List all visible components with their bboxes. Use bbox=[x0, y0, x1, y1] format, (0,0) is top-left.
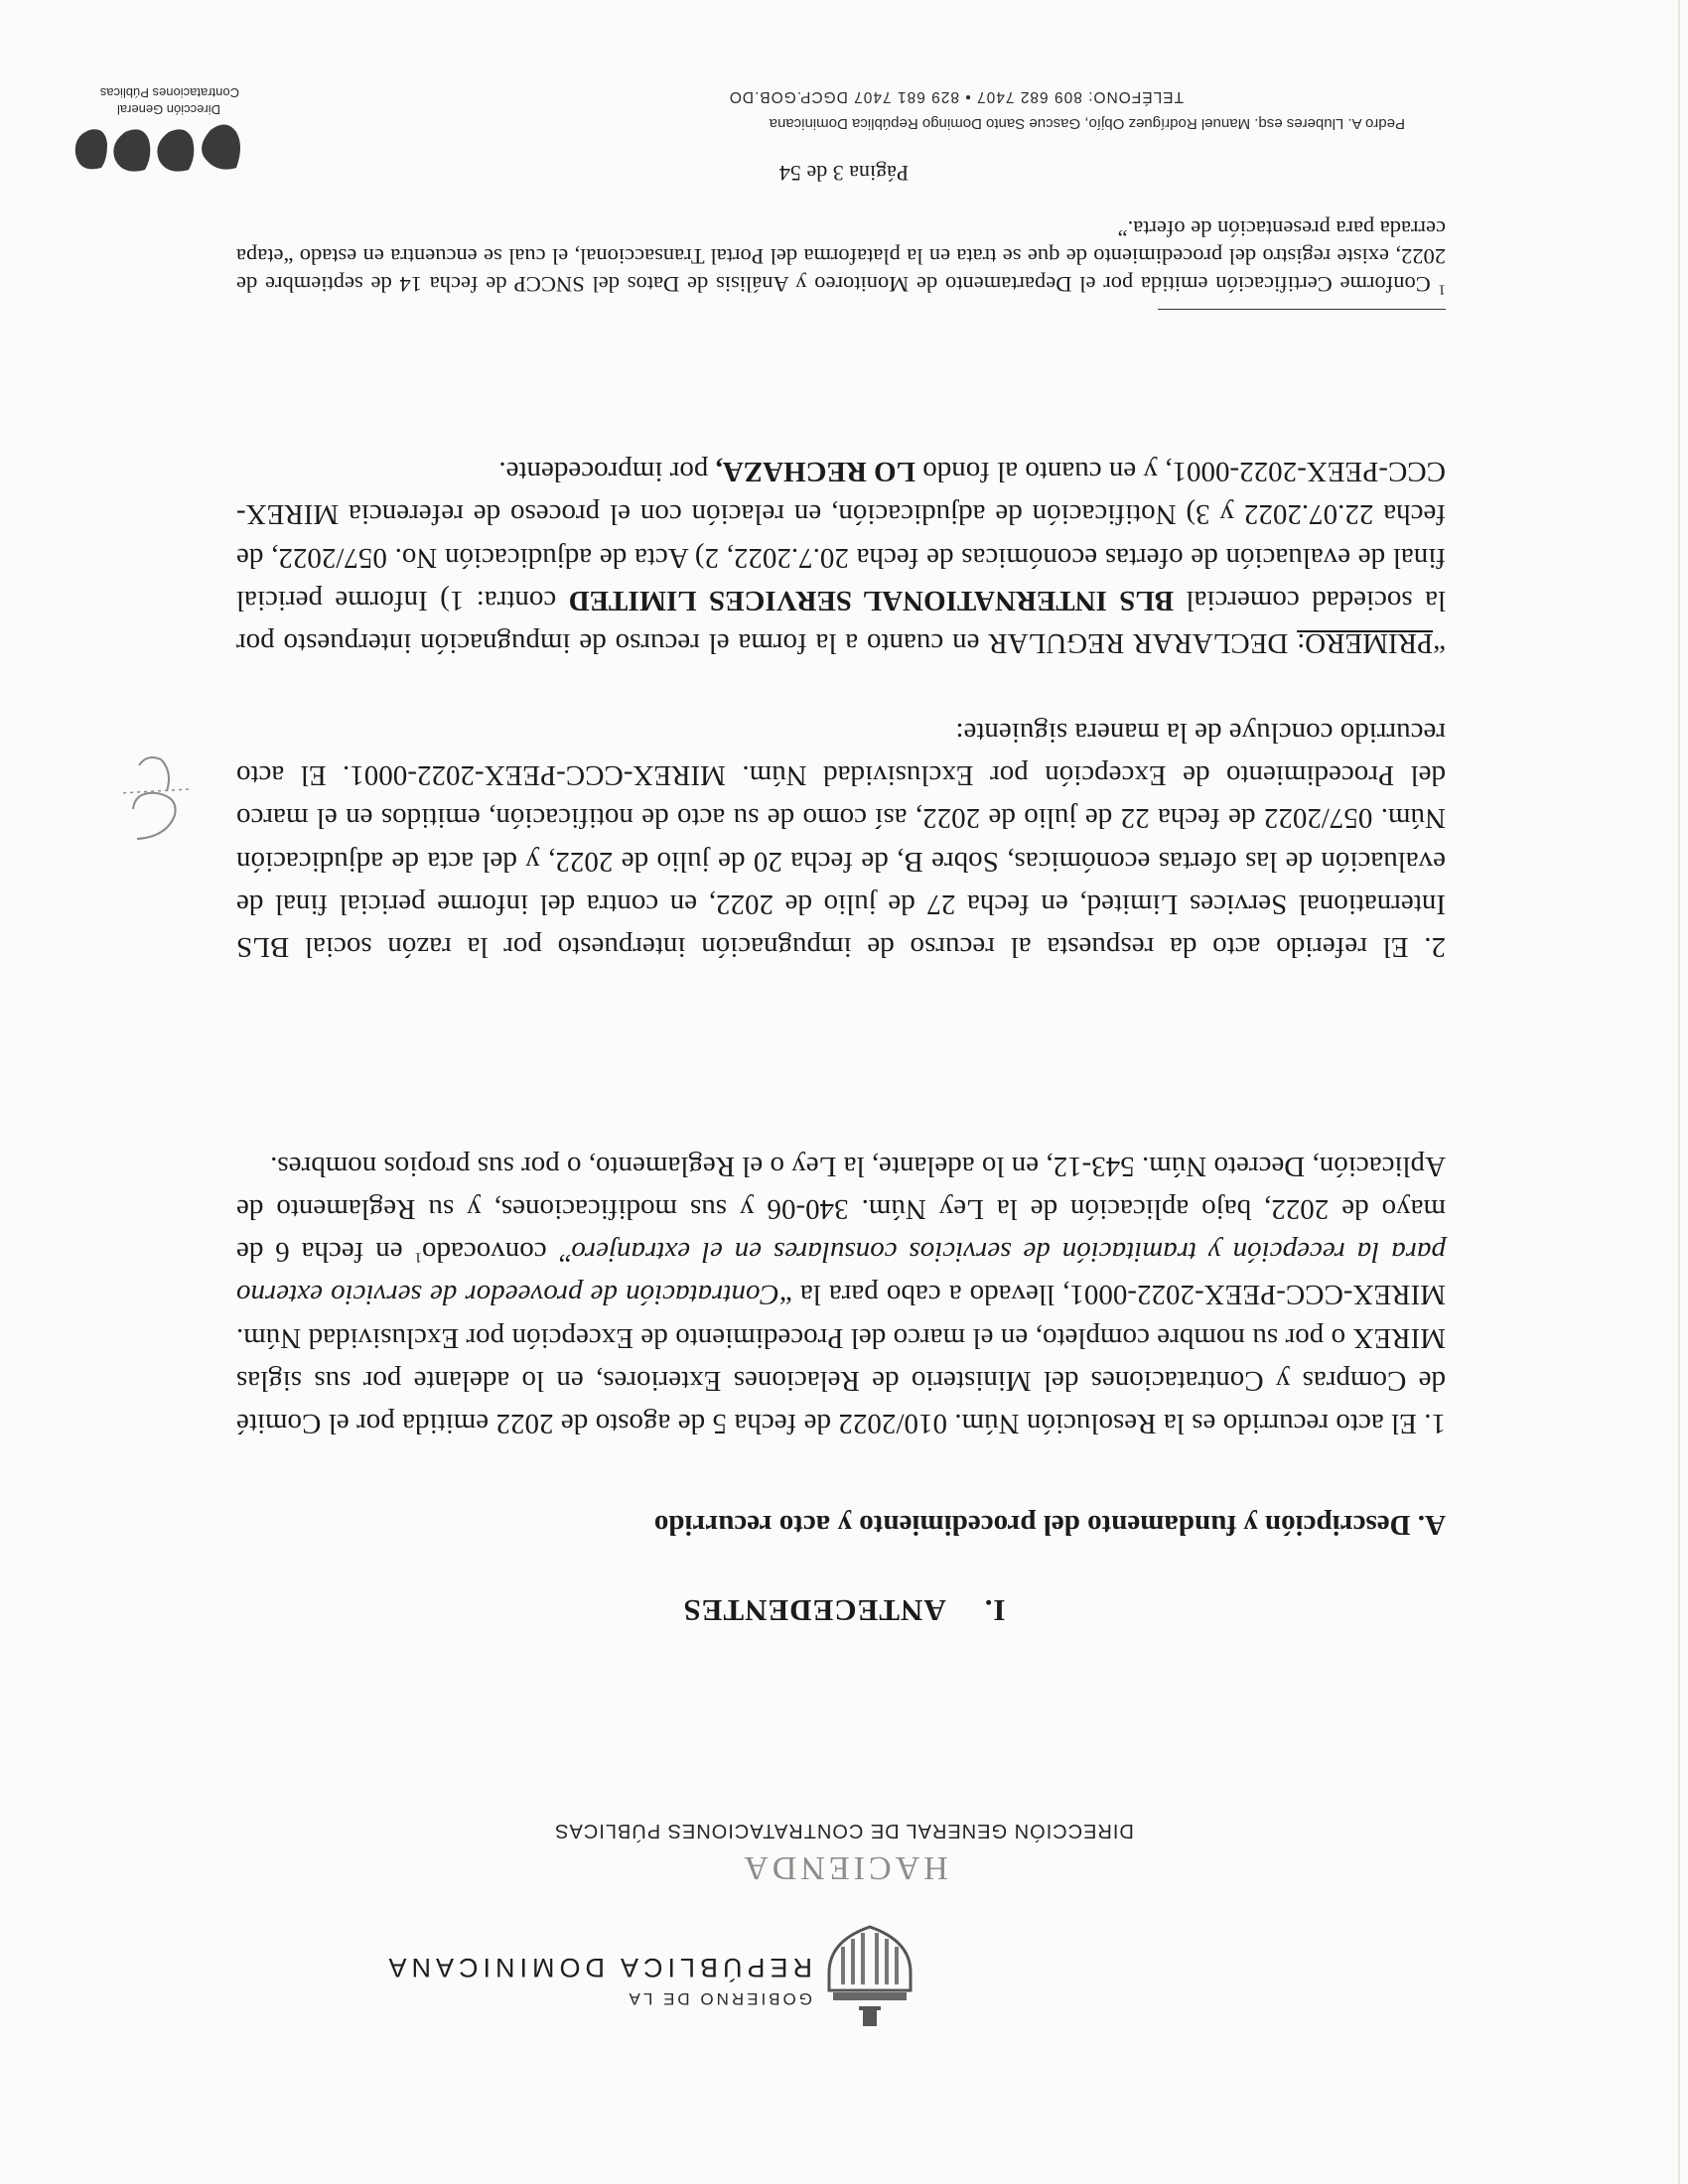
footnote-text: Conforme Certificación emitida por el Departamento de Monitoreo y Análisis de Datos del SNCCP de fecha 14 de septiembre de 2022, existe registro del procedimiento de que se trata en la plataforma del Portal Transaccional, el cual se encuentra en estado “etapa cerrada para presentación de oferta.” bbox=[236, 216, 1446, 297]
p3-primero: PRIMERO: bbox=[1297, 627, 1434, 659]
republica-label: REPÚBLICA DOMINICANA bbox=[383, 1953, 812, 1982]
paragraph-3 bbox=[236, 450, 1446, 664]
footer-contact: TELÉFONO: 809 682 7407 • 829 681 7407 DGCP.GOB.DO bbox=[728, 88, 1184, 105]
p1-text-c: en fecha 6 de mayo de 2022, bajo aplicación de la Ley Núm. 340-06 y sus modificaciones, y su Reglamento de Aplicación, Decreto Núm. 543-12, en lo adelante, la Ley o el Reglamento, o por sus propios nombres. bbox=[236, 1150, 1446, 1269]
p1-text-b: ” convocado bbox=[422, 1236, 572, 1269]
page-number: Página 3 de 54 bbox=[778, 161, 910, 186]
p3-text-b: contra: 1) Informe pericial final de evaluación de ofertas económicas de fecha 20.7.2022, 2) Acta de adjudicación No. 057/2022, de fecha 22.07.2022 y 3) Notificación de adjudicación, en relación con el proceso de referencia MIREX-CCC-PEEX-2022-0001, y en cuanto al fondo bbox=[235, 456, 1446, 616]
footnote-number: 1 bbox=[1438, 281, 1446, 298]
footnote-divider bbox=[1158, 309, 1446, 310]
p3-company: BLS INTERNATIONAL SERVICES LIMITED bbox=[568, 584, 1175, 616]
coat-of-arms-icon bbox=[811, 1921, 928, 2030]
footer-logo-line1: Dirección General bbox=[116, 102, 220, 117]
p3-text-a: en cuanto a la forma el recurso de impugnación interpuesto por la sociedad comercial bbox=[236, 584, 1446, 659]
p1-text-a: 1. El acto recurrido es la Resolución Núm. 010/2022 de fecha 5 de agosto de 2022 emitida por el Comité de Compras y Contrataciones del Ministerio de Relaciones Exteriores, en lo adelante por sus siglas MIREX o por su nombre completo, en el marco del Procedimiento de Excepción por Exclusividad Núm. MIREX-CCC-PEEX-2022-0001, llevado a cabo para la “ bbox=[236, 1279, 1446, 1439]
footnote bbox=[236, 214, 1446, 298]
paragraph-2: 2. El referido acto da respuesta al recurso de impugnación interpuesto por la razón social BLS International Services Limited, en fecha 27 de julio de 2022, en contra del informe pericial final de evaluación de las ofertas económicas, Sobre B, de fecha 20 de julio de 2022, y del acta de adjudicación Núm. 057/2022 de fecha 22 de julio de 2022, así como de su acto de notificación, emitidos en el marco del Procedimiento de Excepción por Exclusividad Núm. MIREX-CCC-PEEX-2022-0001. El acto recurrido concluye de la manera siguiente: bbox=[236, 716, 1446, 963]
gobierno-label: GOBIERNO DE LA bbox=[626, 1989, 812, 2008]
footer-address: Pedro A. Lluberes esq. Manuel Rodríguez Objío, Gascue Santo Domingo República Dominicana bbox=[769, 115, 1405, 132]
dgcp-logo-icon bbox=[64, 65, 256, 176]
p1-italic: Contratación de proveedor de servicio externo para la recepción y tramitación de servicios consulares en el extranjero bbox=[236, 1236, 1446, 1311]
paragraph-1 bbox=[236, 1145, 1446, 1444]
footnote-ref: 1 bbox=[414, 1249, 423, 1266]
p3-rechaza: LO RECHAZA, bbox=[715, 456, 915, 488]
p3-declarar: DECLARAR REGULAR bbox=[988, 627, 1298, 659]
section-title: ANTECEDENTES bbox=[682, 1593, 946, 1628]
handwritten-initials-icon bbox=[107, 750, 197, 849]
p3-text-c: por improcedente. bbox=[498, 456, 716, 488]
subsection-heading: A. Descripción y fundamento del procedimiento y acto recurrido bbox=[653, 1509, 1446, 1541]
section-number: I. bbox=[983, 1593, 1006, 1628]
footer-logo-line2: Contrataciones Públicas bbox=[99, 85, 239, 100]
p3-open-quote: “ bbox=[1433, 627, 1446, 659]
section-heading bbox=[0, 1592, 1688, 1628]
hacienda-label: HACIENDA bbox=[740, 1849, 948, 1886]
dgcp-label: DIRECCIÓN GENERAL DE CONTRATACIONES PÚBLICAS bbox=[554, 1820, 1134, 1842]
